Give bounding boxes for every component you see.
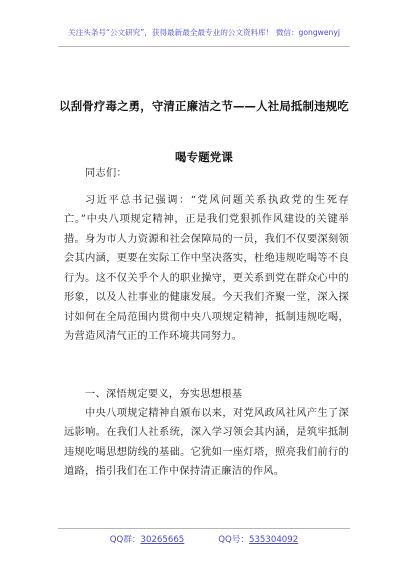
header-divider — [58, 46, 350, 47]
footer-divider — [58, 528, 350, 529]
footer-contact — [0, 533, 408, 545]
paragraph-2: 中央八项规定精神自颁布以来，对党风政风社风产生了深远影响。在我们人社系统，深入学习领会其内涵，是筑牢抵制违规吃喝思想防线的基础。它犹如一座灯塔，照亮我们前行的道路，指引我们在工作中保持清正廉洁的作风。 — [64, 408, 349, 478]
section-1-heading: 一、深悟规定要义，夯实思想根基 — [85, 389, 243, 400]
qq-number: 535304092 — [248, 535, 299, 545]
header-promo-text: 关注头条号“公文研究”，获得最新最全最专业的公文资料库！ 微信：gongwenyj — [68, 28, 340, 37]
document-title-line2: 喝专题党课 — [175, 150, 233, 164]
document-title-line1: 以刮骨疗毒之勇，守清正廉洁之节——人社局抵制违规吃 — [59, 99, 349, 113]
qq-group-number: 30265665 — [140, 535, 185, 545]
paragraph-1: 习近平总书记强调：“党风问题关系执政党的生死存亡。”中央八项规定精神，正是我们党狠抓作风建设的关键举措。身为市人力资源和社会保障局的一员，我们不仅要深刻领会其内涵，更要在实际工作中坚决落实，杜绝违规吃喝等不良行为。这不仅关乎个人的职业操守，更关系到党在群众心中的形象，以及人社事业的健康发展。今天我们齐聚一堂，深入探讨如何在全局范围内贯彻中央八项规定精神，抵制违规吃喝，为营造风清气正的工作环境共同努力。 — [64, 195, 349, 343]
salutation: 同志们： — [85, 168, 127, 179]
qq-group-label: QQ群： — [109, 535, 141, 545]
qq-label: QQ号： — [218, 535, 249, 545]
